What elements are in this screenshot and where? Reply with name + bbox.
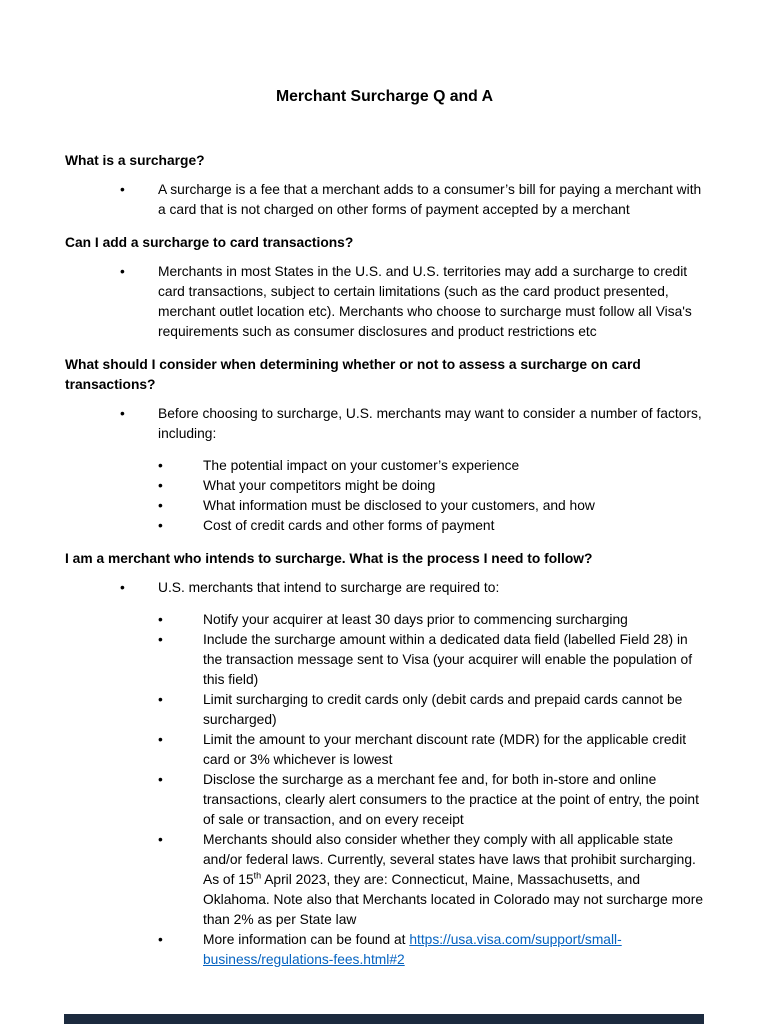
bullet-icon — [120, 180, 158, 220]
list-item — [65, 180, 704, 220]
sub-bullet-text: Cost of credit cards and other forms of payment — [203, 518, 495, 533]
bullet-icon — [158, 496, 203, 516]
list-item — [65, 770, 704, 830]
sub-bullet-text: Disclose the surcharge as a merchant fee and, for both in-store and online transactions, clearly alert consumers to the practice at the point of entry, the point of sale or transaction, and on every receipt — [203, 772, 699, 827]
list-item — [65, 456, 704, 476]
list-item — [65, 630, 704, 690]
sub-bullet-text: What information must be disclosed to your customers, and how — [203, 498, 595, 513]
question-heading: What should I consider when determining whether or not to assess a surcharge on card transactions? — [65, 357, 641, 392]
bullet-icon — [158, 930, 203, 970]
qa-section-considerations — [65, 355, 704, 536]
document-title: Merchant Surcharge Q and A — [275, 88, 494, 105]
answer-text: A surcharge is a fee that a merchant adds to a consumer’s bill for paying a merchant with a card that is not charged on other forms of payment accepted by a merchant — [158, 182, 702, 217]
list-item — [65, 262, 704, 342]
question-heading: I am a merchant who intends to surcharge. What is the process I need to follow? — [65, 551, 593, 566]
question-heading: What is a surcharge? — [65, 153, 205, 168]
list-item — [65, 830, 704, 930]
regulations-fees-link[interactable]: https://usa.visa.com/support/small-business/regulations-fees.html#2 — [203, 932, 622, 967]
sub-bullet-text: What your competitors might be doing — [203, 478, 436, 493]
list-item — [65, 404, 704, 444]
bullet-icon — [158, 770, 203, 830]
list-item — [65, 516, 704, 536]
sub-bullet-list — [65, 456, 704, 536]
answer-text: Merchants in most States in the U.S. and U.S. territories may add a surcharge to credit card transactions, subject to certain limitations (such as the card product presented, merchant outlet location etc). Merchants who choose to surcharge must follow all Visa's requirements such as consumer disclosures and product restrictions etc — [158, 264, 692, 339]
more-info-text — [203, 930, 704, 970]
page-bottom-bar — [64, 1014, 704, 1024]
state-law-part2: April 2023, they are: Connecticut, Maine, Massachusetts, and Oklahoma. Note also that Merchants located in Colorado may not surcharge more than 2% as per State law — [203, 872, 704, 927]
state-law-part1: Merchants should also consider whether they comply with all applicable state and/or federal laws. Currently, several states have laws that prohibit surcharging. As of 15 — [203, 832, 696, 887]
bullet-icon — [158, 516, 203, 536]
bullet-icon — [158, 730, 203, 770]
qa-section-surcharge-process — [65, 549, 704, 970]
question-heading: Can I add a surcharge to card transactions? — [65, 235, 354, 250]
bullet-icon — [158, 476, 203, 496]
qa-section-what-is-surcharge — [65, 151, 704, 220]
bullet-icon — [158, 456, 203, 476]
list-item — [65, 476, 704, 496]
more-info-prefix: More information can be found at — [203, 932, 410, 947]
list-item — [65, 930, 704, 970]
list-item — [65, 578, 704, 598]
bullet-icon — [120, 404, 158, 444]
ordinal-superscript: th — [253, 870, 262, 881]
list-item — [65, 690, 704, 730]
state-law-text — [203, 830, 704, 930]
sub-bullet-text: The potential impact on your customer’s experience — [203, 458, 520, 473]
sub-bullet-text: Limit surcharging to credit cards only (debit cards and prepaid cards cannot be surcharged) — [203, 692, 683, 727]
sub-bullet-text: Notify your acquirer at least 30 days prior to commencing surcharging — [203, 612, 628, 627]
bullet-icon — [158, 690, 203, 730]
bullet-icon — [120, 262, 158, 342]
qa-section-can-i-add-surcharge — [65, 233, 704, 342]
bullet-icon — [158, 610, 203, 630]
sub-bullet-list — [65, 610, 704, 970]
bullet-icon — [158, 830, 203, 930]
sub-bullet-text: Limit the amount to your merchant discount rate (MDR) for the applicable credit card or 3% whichever is lowest — [203, 732, 687, 767]
bullet-icon — [120, 578, 158, 598]
answer-text: U.S. merchants that intend to surcharge are required to: — [158, 580, 500, 595]
list-item — [65, 610, 704, 630]
list-item — [65, 496, 704, 516]
bullet-icon — [158, 630, 203, 690]
sub-bullet-text: Include the surcharge amount within a dedicated data field (labelled Field 28) in the transaction message sent to Visa (your acquirer will enable the population of this field) — [203, 632, 693, 687]
list-item — [65, 730, 704, 770]
answer-text: Before choosing to surcharge, U.S. merchants may want to consider a number of factors, including: — [158, 406, 702, 441]
